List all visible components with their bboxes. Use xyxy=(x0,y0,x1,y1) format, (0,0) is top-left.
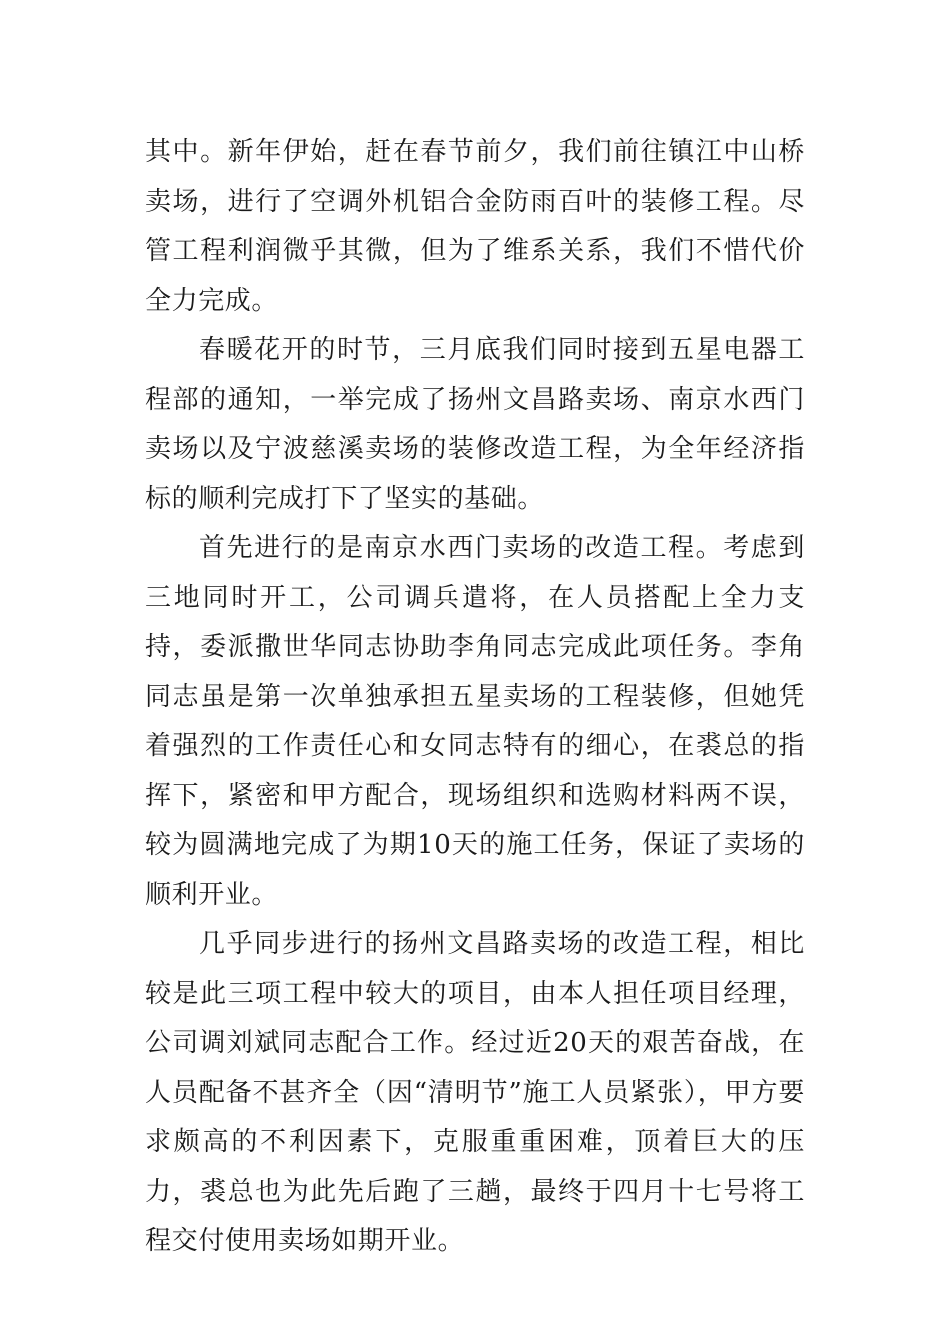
document-body xyxy=(145,128,805,1267)
paragraph-4: 几乎同步进行的扬州文昌路卖场的改造工程，相比较是此三项工程中较大的项目，由本人担任项目经理，公司调刘斌同志配合工作。经过近20天的艰苦奋战，在人员配备不甚齐全（因“清明节”施工人员紧张），甲方要求颇高的不利因素下，克服重重困难，顶着巨大的压力，裘总也为此先后跑了三趟，最终于四月十七号将工程交付使用卖场如期开业。 xyxy=(145,929,805,1256)
paragraph-1: 其中。新年伊始，赶在春节前夕，我们前往镇江中山桥卖场，进行了空调外机铝合金防雨百叶的装修工程。尽管工程利润微乎其微，但为了维系关系，我们不惜代价全力完成。 xyxy=(145,137,805,316)
paragraph-3: 首先进行的是南京水西门卖场的改造工程。考虑到三地同时开工，公司调兵遣将，在人员搭配上全力支持，委派撒世华同志协助李角同志完成此项任务。李角同志虽是第一次单独承担五星卖场的工程装修，但她凭着强烈的工作责任心和女同志特有的细心，在裘总的指挥下，紧密和甲方配合，现场组织和选购材料两不误，较为圆满地完成了为期10天的施工任务，保证了卖场的顺利开业。 xyxy=(145,533,805,910)
paragraph-2: 春暖花开的时节，三月底我们同时接到五星电器工程部的通知，一举完成了扬州文昌路卖场、南京水西门卖场以及宁波慈溪卖场的装修改造工程，为全年经济指标的顺利完成打下了坚实的基础。 xyxy=(145,335,805,514)
